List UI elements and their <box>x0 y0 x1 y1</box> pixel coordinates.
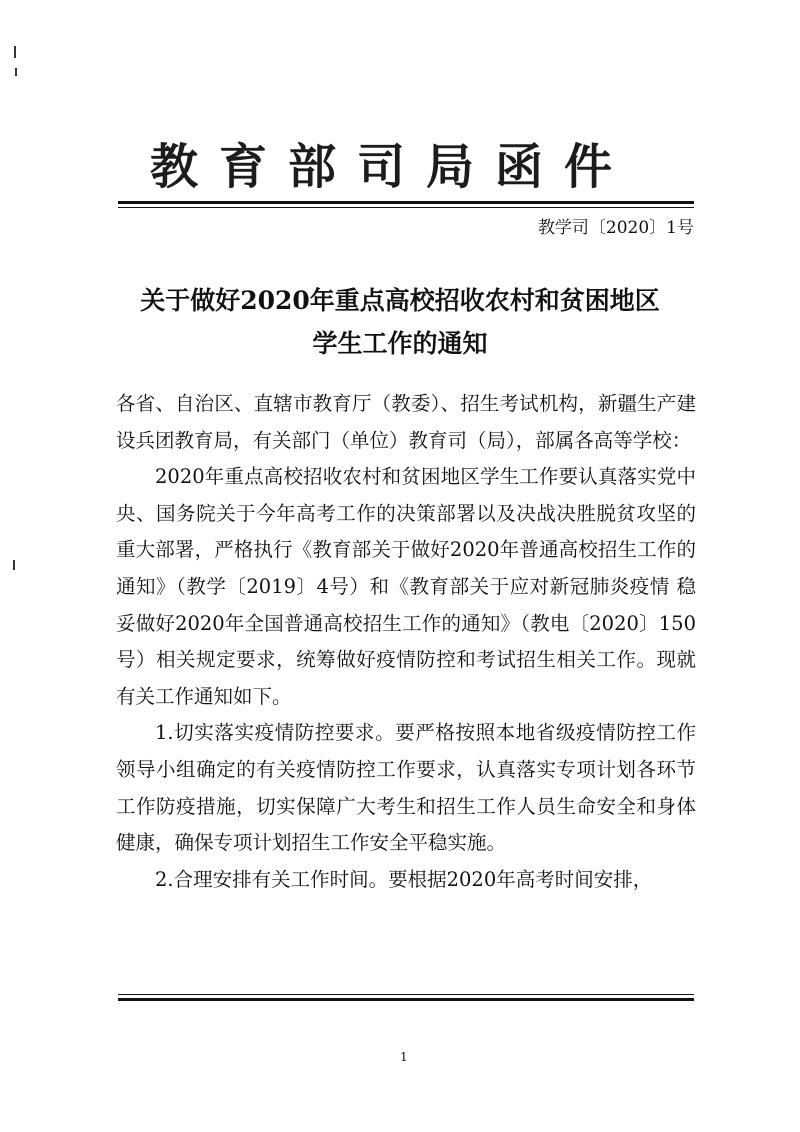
notice-title-line-1: 关于做好2020年重点高校招收农村和贫困地区 <box>140 286 660 315</box>
issuer-header-title: 教育部司局函件 <box>150 139 634 195</box>
footer-rule-thin <box>118 994 694 995</box>
header-rule-thick <box>118 201 694 204</box>
page-number: 1 <box>400 1050 408 1064</box>
notice-title-line-2: 学生工作的通知 <box>312 329 488 358</box>
body-paragraph-2: 1.切实落实疫情防控要求。要严格按照本地省级疫情防控工作领导小组确定的有关疫情防控工作要求，认真落实专项计划各环节工作防疫措施，切实保障广大考生和招生工作人员生命安全和身体健康，确保专项计划招生工作安全平稳实施。 <box>116 721 696 855</box>
body-paragraph-1: 2020年重点高校招收农村和贫困地区学生工作要认真落实党中央、国务院关于今年高考工作的决策部署以及决战决胜脱贫攻坚的重大部署，严格执行《教育部关于做好2020年普通高校招生工作的通知》（教学〔2019〕4号）和《教育部关于应对新冠肺炎疫情 稳妥做好2020年全国普通高校招生工作的通知》（教电〔2020〕150号）相关规定要求，统筹做好疫情防控和考试招生相关工作。现就有关工作通知如下。 <box>116 465 696 708</box>
body-paragraph-3: 2.合理安排有关工作时间。要根据2020年高考时间安排， <box>155 867 653 891</box>
addressee-paragraph: 各省、自治区、直辖市教育厅（教委）、招生考试机构，新疆生产建设兵团教育局，有关部门（单位）教育司（局），部属各高等学校： <box>116 392 696 452</box>
document-number: 教学司〔2020〕1号 <box>537 218 694 238</box>
scan-mark-left-2 <box>15 68 17 76</box>
scan-mark-left-3 <box>13 560 15 570</box>
scan-mark-left-1 <box>14 46 16 58</box>
footer-rule-thick <box>118 998 694 1001</box>
header-rule-thin <box>118 207 694 208</box>
notice-body <box>116 386 696 898</box>
